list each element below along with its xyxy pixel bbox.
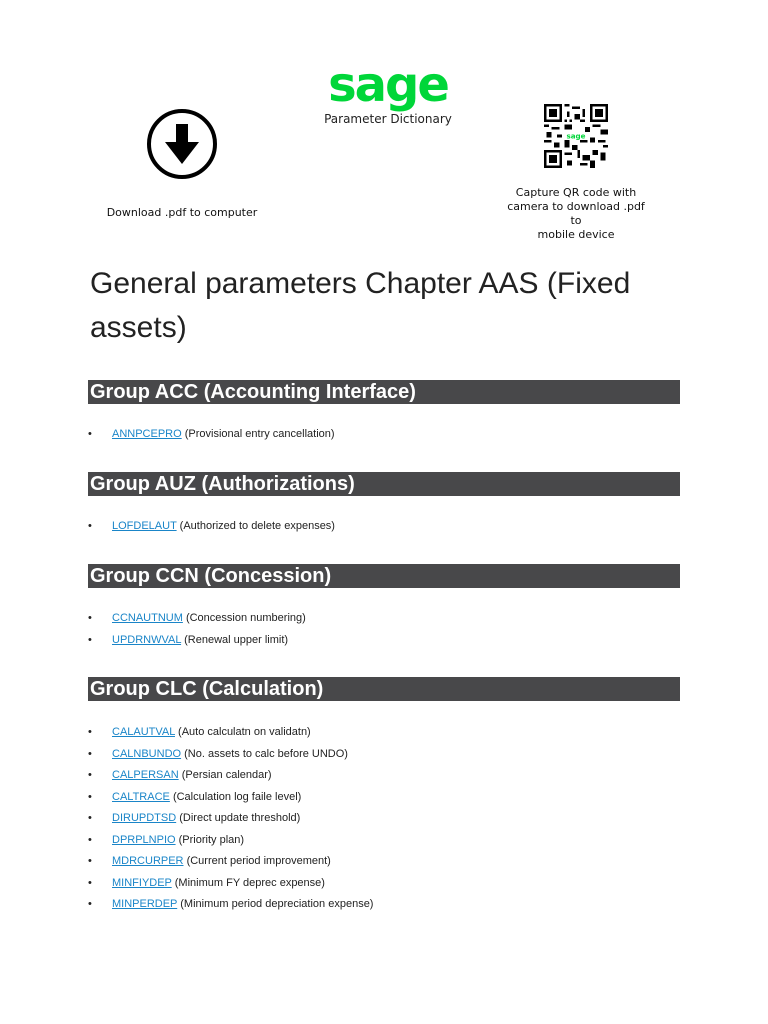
parameter-link[interactable]: UPDRNWVAL [112, 633, 182, 646]
list-item [88, 808, 668, 830]
group-heading: Group AUZ (Authorizations) [88, 472, 680, 496]
parameter-link[interactable]: CALNBUNDO [112, 747, 182, 760]
parameter-description: (Minimum period depreciation expense) [180, 898, 374, 910]
list-item [88, 722, 668, 744]
qr-block [500, 104, 652, 242]
bullet-icon: • [88, 520, 92, 532]
parameter-list [88, 424, 668, 446]
parameter-description: (Authorized to delete expenses) [179, 520, 335, 532]
bullet-icon: • [88, 812, 92, 824]
bullet-icon: • [88, 790, 92, 803]
qr-caption [500, 186, 652, 242]
parameter-link[interactable]: DPRPLNPIO [112, 833, 176, 846]
parameter-link[interactable]: MINFIYDEP [112, 876, 172, 889]
download-circle-icon[interactable] [146, 108, 218, 180]
logo-text: sage [328, 57, 448, 113]
parameter-link[interactable]: CALAUTVAL [112, 726, 175, 738]
parameter-description: (Provisional entry cancellation) [184, 428, 335, 440]
parameter-list [88, 722, 668, 916]
bullet-icon: • [88, 833, 92, 846]
parameter-list [88, 516, 668, 538]
parameter-description: (No. assets to calc before UNDO) [184, 747, 348, 760]
sage-logo [318, 57, 458, 126]
list-item [88, 765, 668, 787]
bullet-icon: • [88, 769, 92, 781]
parameter-link[interactable]: MDRCURPER [112, 855, 184, 867]
bullet-icon: • [88, 726, 92, 738]
list-item [88, 787, 668, 809]
list-item [88, 744, 668, 766]
group-heading: Group CCN (Concession) [88, 564, 680, 588]
page-title: General parameters Chapter AAS (Fixed assets) [90, 267, 631, 344]
parameter-list [88, 608, 668, 651]
bullet-icon: • [88, 855, 92, 867]
parameter-link[interactable]: CALTRACE [112, 790, 170, 803]
list-item [88, 630, 668, 652]
bullet-icon: • [88, 633, 92, 646]
parameter-description: (Minimum FY deprec expense) [174, 876, 325, 889]
logo-subtitle: Parameter Dictionary [324, 112, 452, 126]
bullet-icon: • [88, 876, 92, 889]
bullet-icon: • [88, 898, 92, 910]
bullet-icon: • [88, 428, 92, 440]
bullet-icon: • [88, 612, 92, 624]
list-item [88, 516, 668, 538]
parameter-description: (Priority plan) [178, 833, 245, 846]
list-item [88, 894, 668, 916]
parameter-description: (Calculation log faile level) [172, 790, 302, 803]
parameter-description: (Persian calendar) [181, 769, 272, 781]
parameter-link[interactable]: CCNAUTNUM [112, 612, 183, 624]
parameter-link[interactable]: LOFDELAUT [112, 520, 177, 532]
parameter-link[interactable]: MINPERDEP [112, 898, 178, 910]
qr-code-icon[interactable] [544, 104, 608, 168]
list-item [88, 424, 668, 446]
parameter-description: (Renewal upper limit) [184, 633, 289, 646]
parameter-description: (Auto calculatn on validatn) [178, 726, 311, 738]
bullet-icon: • [88, 747, 92, 760]
download-block [100, 108, 264, 219]
svg-text:sage: sage [566, 131, 586, 141]
parameter-link[interactable]: DIRUPDTSD [112, 812, 177, 824]
list-item [88, 851, 668, 873]
qr-caption-line: mobile device [537, 228, 615, 241]
list-item [88, 608, 668, 630]
list-item [88, 830, 668, 852]
qr-caption-line: Capture QR code with [515, 186, 637, 199]
parameter-description: (Current period improvement) [186, 855, 331, 867]
group-heading: Group ACC (Accounting Interface) [88, 380, 680, 404]
group-heading: Group CLC (Calculation) [88, 677, 680, 701]
parameter-description: (Concession numbering) [185, 612, 306, 624]
download-caption: Download .pdf to computer [106, 206, 258, 219]
parameter-link[interactable]: CALPERSAN [112, 769, 179, 781]
list-item [88, 873, 668, 895]
qr-caption-line: camera to download .pdf to [507, 200, 645, 227]
parameter-description: (Direct update threshold) [179, 812, 301, 824]
parameter-link[interactable]: ANNPCEPRO [112, 428, 182, 440]
